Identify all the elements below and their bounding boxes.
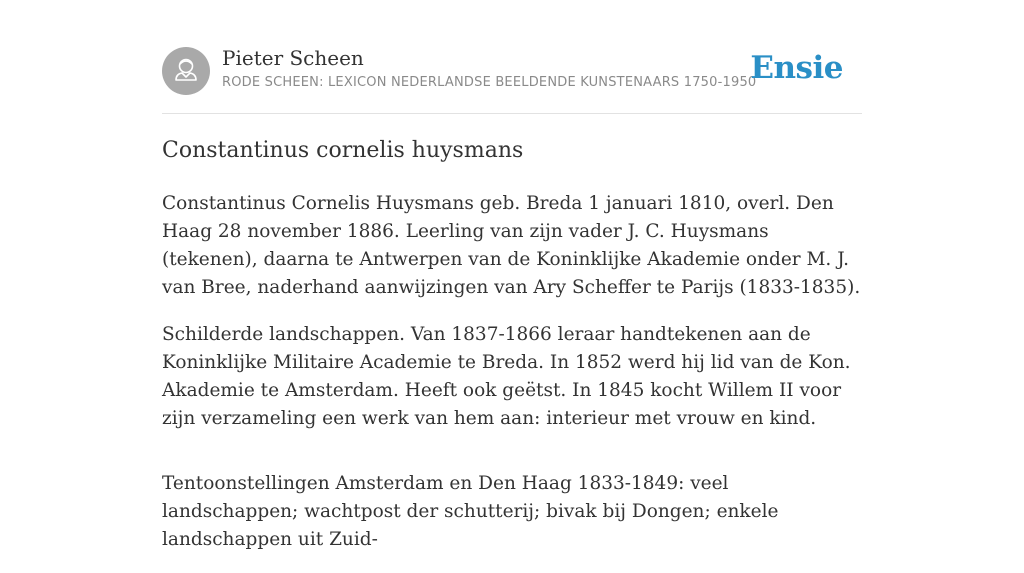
- paragraph-3: Tentoonstellingen Amsterdam en Den Haag 1833-1849: veel landschappen; wachtpost der schutterij; bivak bij Dongen; enkele landschappen uit Zuid-: [162, 473, 779, 550]
- paragraph-1: Constantinus Cornelis Huysmans geb. Breda 1 januari 1810, overl. Den Haag 28 november 1886. Leerling van zijn vader J. C. Huysmans (tekenen), daarna te Antwerpen van de Koninklijke Akademie onder M. J. van Bree, naderhand aanwijzingen van Ary Scheffer te Parijs (1833-1835).: [162, 193, 861, 298]
- paragraph-2: Schilderde landschappen. Van 1837-1866 leraar handtekenen aan de Koninklijke Militaire Academie te Breda. In 1852 werd hij lid van de Kon. Akademie te Amsterdam. Heeft ook geëtst. In 1845 kocht Willem II voor zijn verzameling een werk van hem aan: interieur met vrouw en kind.: [162, 324, 851, 429]
- user-placeholder-icon: [162, 47, 210, 95]
- author-avatar[interactable]: [162, 47, 210, 95]
- brand-logo[interactable]: Ensie: [750, 50, 843, 86]
- article-title: Constantinus cornelis huysmans: [162, 138, 524, 163]
- article-body: [162, 190, 862, 573]
- author-name[interactable]: Pieter Scheen: [222, 46, 364, 70]
- article-container: [162, 0, 862, 550]
- source-name[interactable]: RODE SCHEEN: LEXICON NEDERLANDSE BEELDENDE KUNSTENAARS 1750-1950: [222, 75, 757, 90]
- article-header: [162, 0, 862, 114]
